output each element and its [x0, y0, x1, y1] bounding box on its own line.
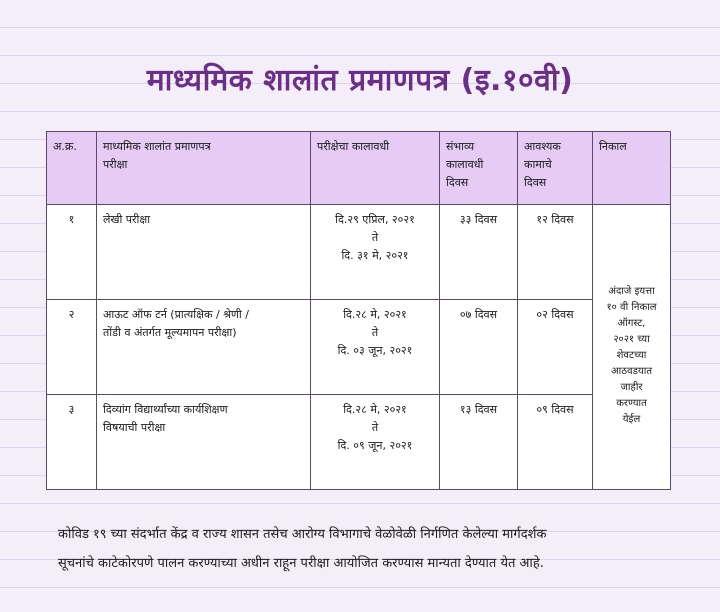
row-period-line: दि.२९ एप्रिल, २०२१ [335, 213, 415, 226]
row-exam [97, 300, 311, 395]
header-working-days-line: कामाचे [524, 158, 552, 171]
row-period-line: ते [371, 231, 379, 244]
row-working-days: ०९ दिवस [518, 395, 593, 490]
header-exam-line: परीक्षा [103, 158, 128, 171]
row-working-days: १२ दिवस [518, 205, 593, 300]
exam-schedule-table [46, 131, 671, 490]
header-working-days-line: आवश्यक [524, 140, 561, 153]
row-period [311, 395, 440, 490]
row-period-line: दि.२८ मे, २०२१ [343, 403, 407, 416]
result-line: आठवडयात [610, 366, 653, 377]
row-sr: २ [47, 300, 97, 395]
header-possible-days-line: कालावधी [446, 158, 484, 171]
header-sr: अ.क्र. [47, 132, 97, 205]
header-result: निकाल [593, 132, 671, 205]
page-title: माध्यमिक शालांत प्रमाणपत्र (इ.१०वी) [146, 63, 574, 98]
table-header-row [47, 132, 671, 205]
row-sr: १ [47, 205, 97, 300]
row-exam-line: लेखी परीक्षा [103, 213, 151, 226]
row-period-line: दि. ०९ जून, २०२१ [337, 439, 413, 452]
row-period-line: दि. ३१ मे, २०२१ [341, 249, 409, 262]
row-exam-line: विषयाची परीक्षा [103, 421, 166, 434]
row-exam-line: आऊट ऑफ टर्न (प्रात्यक्षिक / श्रेणी / [103, 308, 249, 321]
row-exam-line: दिव्यांग विद्यार्थ्यांच्या कार्यशिक्षण [103, 403, 228, 416]
header-possible-days-line: संभाव्य [446, 140, 475, 153]
result-line: ऑगस्ट, [617, 318, 646, 329]
table-row [47, 300, 671, 395]
result-line: २०२१ च्या [613, 334, 650, 345]
footer-line: सूचनांचे काटेकोरपणे पालन करण्याच्या अधीन राहून परीक्षा आयोजित करण्यास मान्यता देण्यात येत आहे. [58, 556, 544, 571]
footer-line: कोविड १९ च्या संदर्भात केंद्र व राज्य शासन तसेच आरोग्य विभागाचे वेळोवेळी निर्गणित केलेल्या मार्गदर्शक [58, 527, 547, 542]
row-period-line: दि.२८ मे, २०२१ [343, 308, 407, 321]
row-possible-days: ३३ दिवस [440, 205, 518, 300]
header-possible-days [440, 132, 518, 205]
row-period [311, 205, 440, 300]
row-period-line: ते [371, 326, 379, 339]
header-exam [97, 132, 311, 205]
result-line: शेवटच्या [616, 350, 647, 361]
header-working-days [518, 132, 593, 205]
result-line: जाहीर [620, 382, 643, 393]
row-period-line: ते [371, 421, 379, 434]
result-line: अंदाजे इयत्ता [608, 286, 655, 297]
header-period: परीक्षेचा कालावधी [311, 132, 440, 205]
footer-note [58, 520, 678, 578]
row-period [311, 300, 440, 395]
row-exam [97, 395, 311, 490]
header-possible-days-line: दिवस [446, 176, 469, 189]
row-exam-line: तोंडी व अंतर्गत मूल्यमापन परीक्षा) [103, 326, 237, 339]
row-period-line: दि. ०३ जून, २०२१ [337, 344, 413, 357]
header-exam-line: माध्यमिक शालांत प्रमाणपत्र [103, 140, 211, 153]
result-line: येईल [622, 414, 641, 425]
header-working-days-line: दिवस [524, 176, 547, 189]
result-line: करण्यात [616, 398, 647, 409]
result-cell [593, 205, 671, 490]
row-possible-days: ०७ दिवस [440, 300, 518, 395]
result-line: १० वी निकाल [606, 302, 657, 313]
row-sr: ३ [47, 395, 97, 490]
row-possible-days: १३ दिवस [440, 395, 518, 490]
row-working-days: ०२ दिवस [518, 300, 593, 395]
table-row [47, 205, 671, 300]
table-row [47, 395, 671, 490]
row-exam [97, 205, 311, 300]
